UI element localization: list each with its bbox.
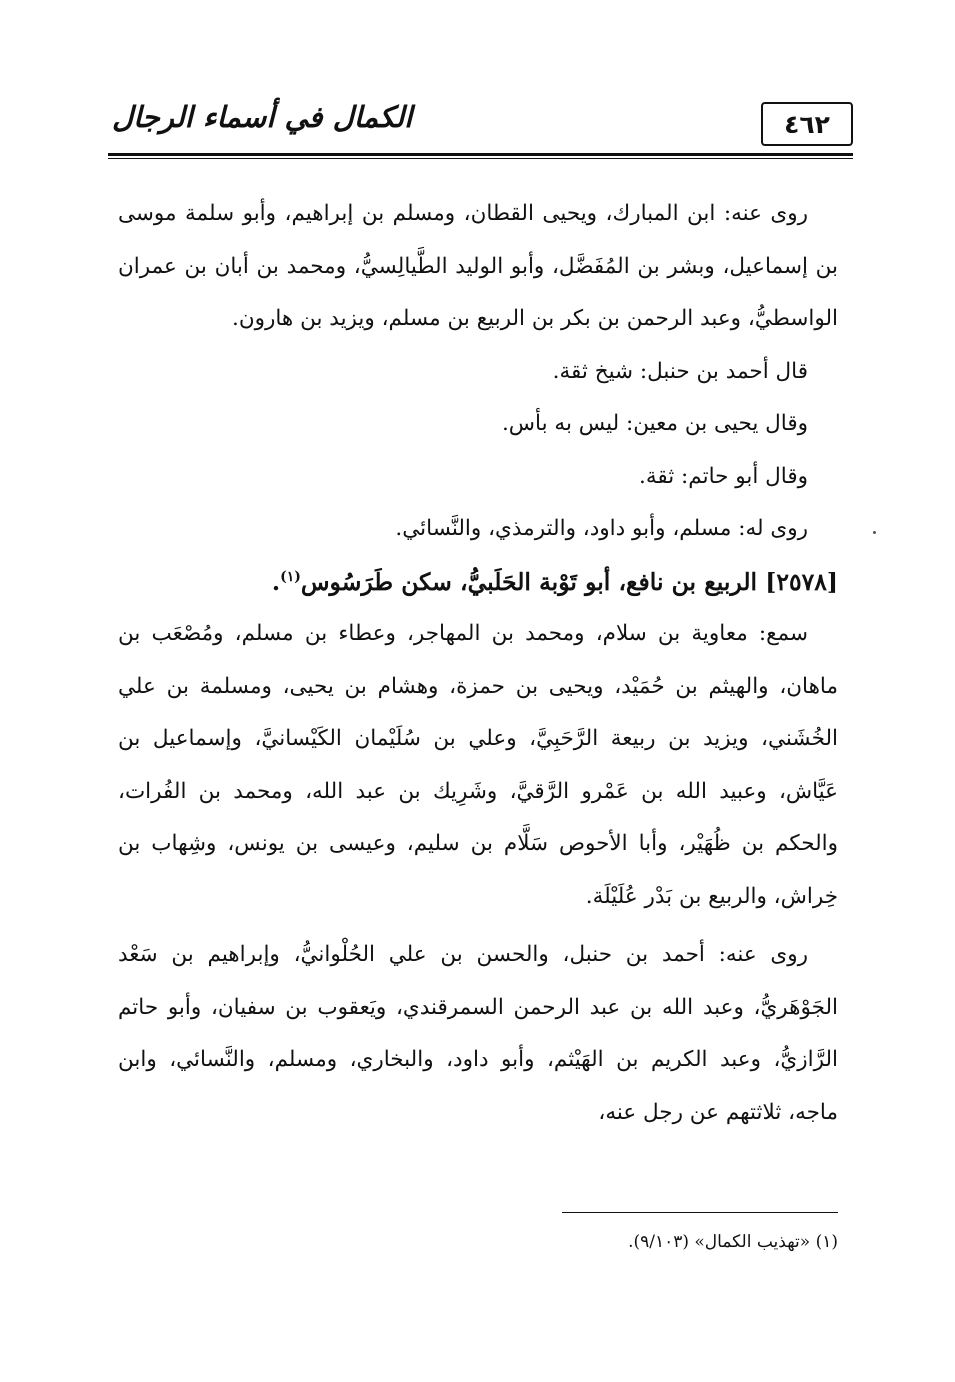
header-rule-thin <box>108 158 853 159</box>
running-title: الكمال في أسماء الرجال <box>112 100 413 134</box>
page-number: ٤٦٢ <box>761 102 853 146</box>
narrated-from-paragraph: روى عنه: أحمد بن حنبل، والحسن بن علي الحُلْوانيُّ، وإبراهيم بن سَعْد الجَوْهَريُّ، وعبد الله بن عبد الرحمن السمرقندي، ويَعقوب بن سفيان، وأبو حاتم الرَّازيُّ، وعبد الكريم بن الهَيْثم، وأبو داود، والبخاري، ومسلم، والنَّسائي، وابن ماجه، ثلاثتهم عن رجل عنه، <box>118 942 838 1125</box>
header-rule <box>108 153 853 156</box>
entry-heading-end: . <box>271 567 281 596</box>
heard-from-paragraph: سمع: معاوية بن سلام، ومحمد بن المهاجر، وعطاء بن مسلم، ومُصْعَب بن ماهان، والهيثم بن حُمَيْد، ويحيى بن حمزة، وهشام بن يحيى، ومسلمة بن علي الخُشَني، ويزيد بن ربيعة الرَّحَبِيَّ، وعلي بن سُلَيْمان الكَيْسانيَّ، وإسماعيل بن عَيَّاش، وعبيد الله بن عَمْرو الرَّقيَّ، وشَرِيك بن عبد الله، ومحمد بن الفُرات، والحكم بن ظُهَيْر، وأبا الأحوص سَلَّام بن سليم، وعيسى بن يونس، وشِهاب بن خِراش، والربيع بن بَدْر عُلَيْلَة. <box>118 621 838 909</box>
entry-heading <box>118 556 838 609</box>
footnote-reference: (١) <box>280 568 301 585</box>
footnote-1: (١) «تهذيب الكمال» (٩/١٠٣). <box>628 1232 838 1252</box>
narrators-paragraph: روى عنه: ابن المبارك، ويحيى القطان، ومسلم بن إبراهيم، وأبو سلمة موسى بن إسماعيل، وبشر بن المُفَضَّل، وأبو الوليد الطَّيالِسيُّ، ومحمد بن أبان بن عمران الواسطيُّ، وعبد الرحمن بن بكر بن الربيع بن مسلم، ويزيد بن هارون. <box>118 201 838 331</box>
yahya-opinion-line: وقال يحيى بن معين: ليس به بأس. <box>501 411 808 436</box>
scan-speck <box>873 531 876 534</box>
abu-hatim-opinion-line: وقال أبو حاتم: ثقة. <box>639 463 808 489</box>
page-header <box>108 100 853 158</box>
ahmad-opinion-line: قال أحمد بن حنبل: شيخ ثقة. <box>552 358 808 384</box>
footnote-rule <box>562 1212 838 1213</box>
narrated-by-line: روى له: مسلم، وأبو داود، والترمذي، والنَّسائي. <box>395 516 808 541</box>
entry-heading-text: [٢٥٧٨] الربيع بن نافع، أبو تَوْبة الحَلَبيُّ، سكن طَرَسُوس <box>300 567 838 596</box>
main-text <box>118 188 838 1139</box>
